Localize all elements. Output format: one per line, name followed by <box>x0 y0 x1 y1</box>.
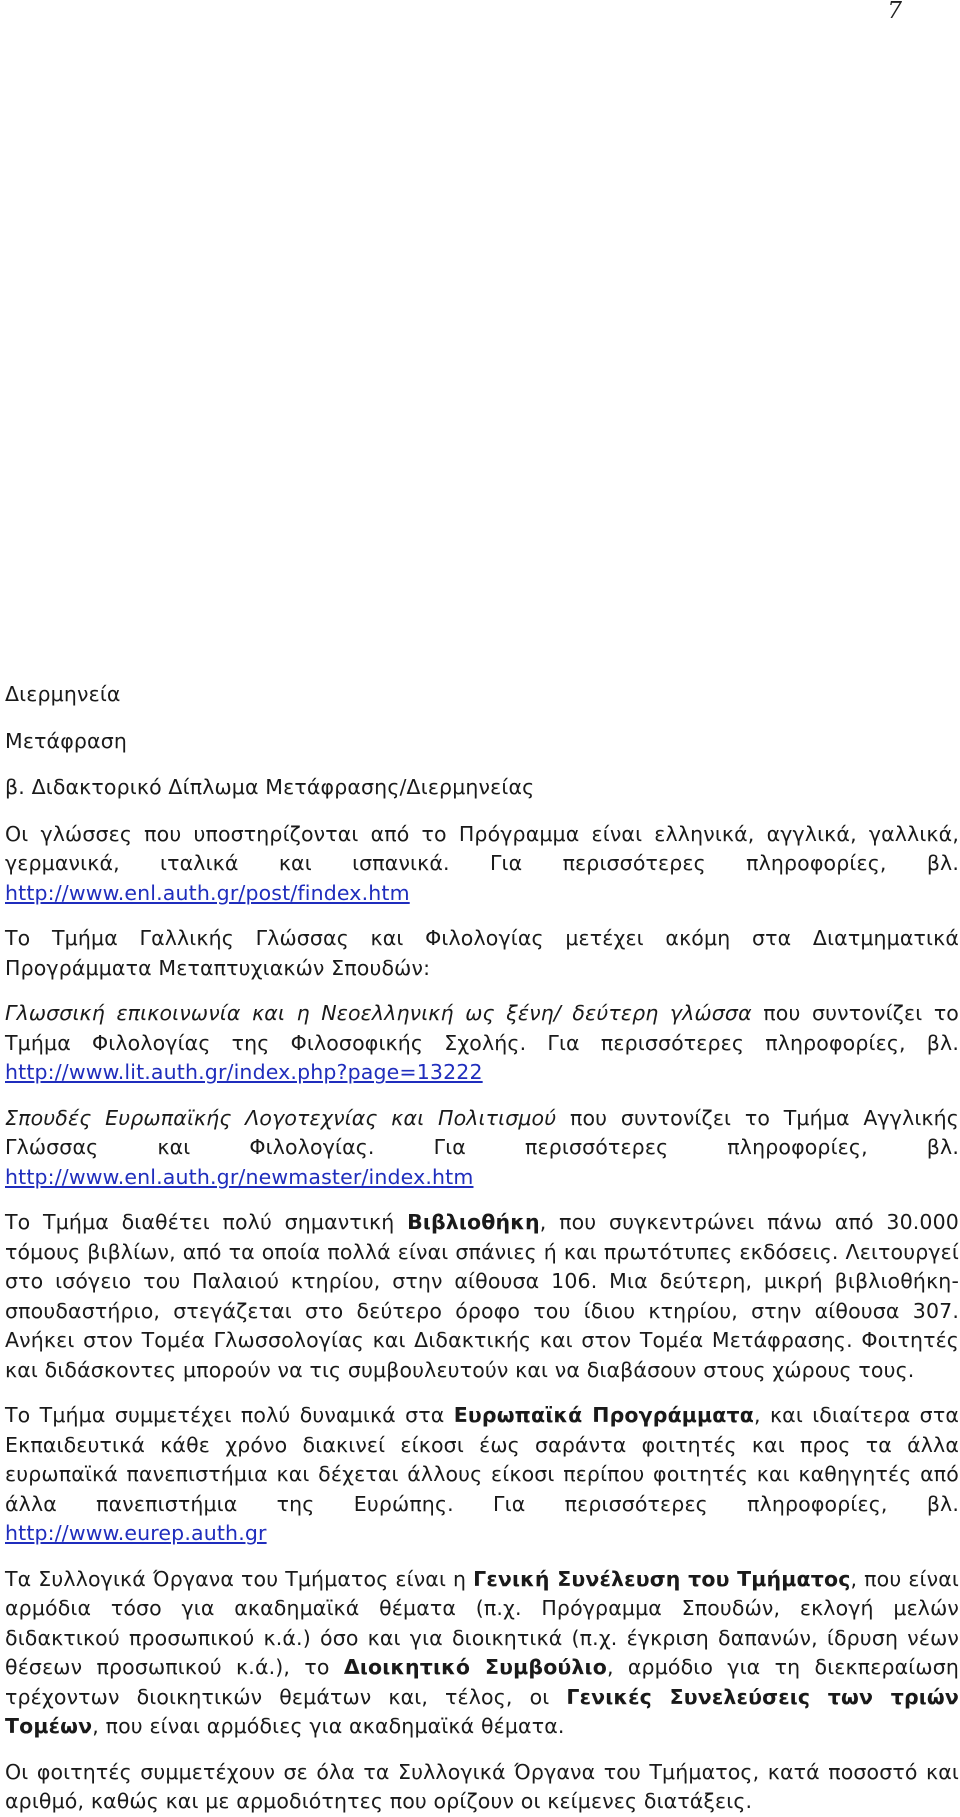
paragraph-european-literature <box>5 1104 959 1193</box>
link-lit-auth[interactable]: http://www.lit.auth.gr/index.php?page=13222 <box>5 1060 483 1084</box>
paragraph-text: , που είναι αρμόδιες για ακαδημαϊκά θέματα. <box>92 1714 565 1738</box>
library-term: Βιβλιοθήκη <box>407 1210 540 1234</box>
document-body <box>5 680 959 1817</box>
heading-translation: Μετάφραση <box>5 728 128 753</box>
paragraph-library <box>5 1208 959 1385</box>
paragraph-text: , αρμόδιο για τη διεκπεραίωση τρέχοντων διοικητικών θεμάτων και, τέλος, οι <box>5 1655 959 1709</box>
paragraph-text: , και ιδιαίτερα στα Εκπαιδευτικά κάθε χρόνο διακινεί είκοσι έως σαράντα φοιτητές και προς τα άλλα ευρωπαϊκά πανεπιστήμια και δέχεται άλλους είκοσι περίπου φοιτητές και καθηγητές από άλλα πανεπιστήμια της Ευρώπης. Για περισσότερες πληροφορίες, βλ. <box>5 1403 959 1516</box>
administrative-board-term: Διοικητικό Συμβούλιο <box>343 1655 607 1679</box>
european-programs-term: Ευρωπαϊκά Προγράμματα <box>453 1403 754 1427</box>
link-enl-post[interactable]: http://www.enl.auth.gr/post/findex.htm <box>5 880 410 905</box>
paragraph-text: , που είναι αρμόδια τόσο για ακαδημαϊκά θέματα (π.χ. Πρόγραμμα Σπουδών, εκλογή μελών διδακτικού προσωπικού κ.ά.) όσο και για διοικητικά (π.χ. έγκριση δαπανών, ίδρυση νέων θέσεων προσωπικού κ.ά.), το <box>5 1566 959 1679</box>
link-eurep[interactable]: http://www.eurep.auth.gr <box>5 1521 267 1545</box>
paragraph-greek-foreign-language <box>5 999 959 1088</box>
paragraph-text: που συντονίζει το Τμήμα Φιλολογίας της Φιλοσοφικής Σχολής. Για περισσότερες πληροφορίες, βλ. <box>5 1001 959 1055</box>
paragraph-text: , που συγκεντρώνει πάνω από 30.000 τόμους βιβλίων, από τα οποία πολλά είναι σπάνιες ή και πρωτότυπες εκδόσεις. Λειτουργεί στο ισόγειο του Παλαιού κτηρίου, στην αίθουσα 106. Μια δεύτερη, μικρή βιβλιοθήκη-σπουδαστήριο, στεγάζεται στο δεύτερο όροφο του ίδιου κτηρίου, στην αίθουσα 307. Ανήκει στον Τομέα Γλωσσολογίας και Διδακτικής και στον Τομέα Μετάφρασης. Φοιτητές και διδάσκοντες μπορούν να τις συμβουλευτούν και να διαβάσουν στους χώρους τους. <box>5 1210 960 1382</box>
heading-interpreting: Διερμηνεία <box>5 682 121 706</box>
heading-doctoral-diploma: β. Διδακτορικό Δίπλωμα Μετάφρασης/Διερμηνείας <box>5 775 535 799</box>
paragraph-languages <box>5 820 959 909</box>
general-assembly-term: Γενική Συνέλευση του Τμήματος <box>473 1566 851 1591</box>
paragraph-student-participation: Οι φοιτητές συμμετέχουν σε όλα τα Συλλογικά Όργανα του Τμήματος, κατά ποσοστό και αριθμό, καθώς και με αρμοδιότητες που ορίζουν οι κείμενες διατάξεις. <box>5 1759 959 1813</box>
paragraph-text: Τα Συλλογικά Όργανα του Τμήματος είναι η <box>5 1566 467 1591</box>
paragraph-text: Το Τμήμα διαθέτει πολύ σημαντική <box>5 1210 395 1234</box>
link-enl-newmaster[interactable]: http://www.enl.auth.gr/newmaster/index.htm <box>5 1164 474 1189</box>
sector-assemblies-term: Γενικές Συνελεύσεις των τριών Τομέων <box>5 1684 960 1738</box>
paragraph-text: που συντονίζει το Τμήμα Αγγλικής Γλώσσας και Φιλολογίας. Για περισσότερες πληροφορίες, βλ. <box>5 1105 959 1159</box>
program-title: Γλωσσική επικοινωνία και η Νεοελληνική ως ξένη/ δεύτερη γλώσσα <box>5 1001 752 1025</box>
paragraph-collective-bodies <box>5 1565 959 1742</box>
paragraph-interdepartmental: Το Τμήμα Γαλλικής Γλώσσας και Φιλολογίας μετέχει ακόμη στα Διατμηματικά Προγράμματα Μεταπτυχιακών Σπουδών: <box>5 926 959 980</box>
page-number: 7 <box>887 0 902 24</box>
paragraph-text: Το Τμήμα συμμετέχει πολύ δυναμικά στα <box>5 1403 445 1427</box>
program-title: Σπουδές Ευρωπαϊκής Λογοτεχνίας και Πολιτισμού <box>5 1105 557 1130</box>
paragraph-european-programs <box>5 1401 959 1549</box>
paragraph-text: Οι γλώσσες που υποστηρίζονται από το Πρόγραμμα είναι ελληνικά, αγγλικά, γαλλικά, γερμανικά, ιταλικά και ισπανικά. Για περισσότερες πληροφορίες, βλ. <box>5 821 959 875</box>
